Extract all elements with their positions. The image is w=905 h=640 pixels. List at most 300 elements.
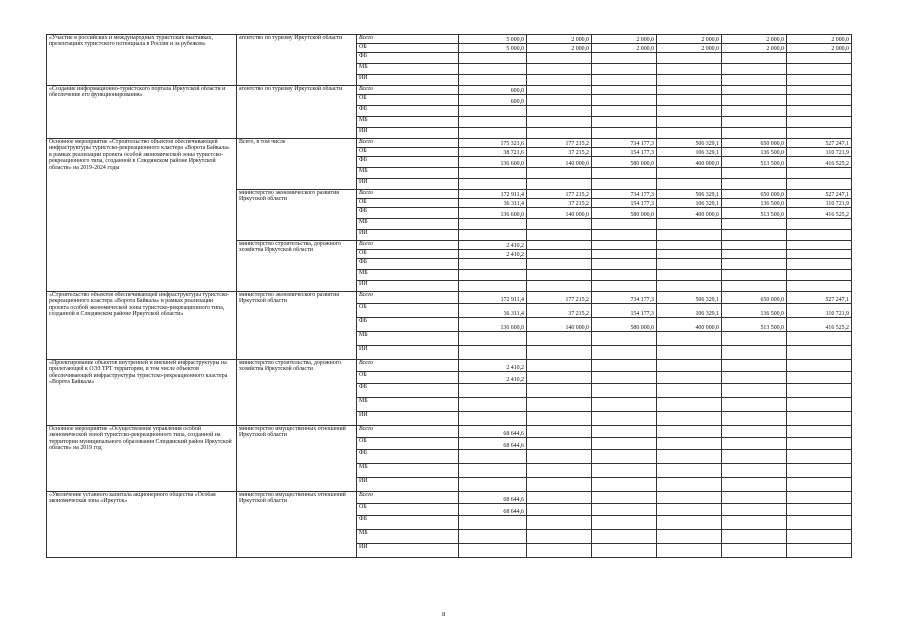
amount-y2021 — [592, 438, 657, 450]
amount-y2023: 513 500,0 — [722, 318, 787, 332]
amount-y2020 — [527, 516, 592, 530]
amount-y2023 — [722, 544, 787, 558]
funding-source: ФБ — [357, 208, 459, 219]
amount-y2022 — [657, 544, 722, 558]
amount-y2019: 600,0 — [459, 95, 527, 106]
amount-y2023: 136 500,0 — [722, 304, 787, 318]
amount-y2023 — [722, 230, 787, 241]
funding-source: МБ — [357, 464, 459, 478]
amount-y2021 — [592, 360, 657, 372]
funding-source: ИИ — [357, 412, 459, 426]
amount-y2024 — [787, 259, 852, 270]
responsible-executor: министерство имущественных отношений Иркутской области — [237, 492, 357, 558]
responsible-executor: министерство экономического развития Иркутской области — [237, 190, 357, 241]
amount-y2024 — [787, 64, 852, 75]
amount-y2019: 68 644,6 — [459, 504, 527, 516]
amount-y2024 — [787, 106, 852, 117]
amount-y2021 — [592, 106, 657, 117]
funding-source: ИИ — [357, 230, 459, 241]
amount-y2020 — [527, 464, 592, 478]
amount-y2022 — [657, 75, 722, 86]
amount-y2024 — [787, 464, 852, 478]
amount-y2024 — [787, 516, 852, 530]
amount-y2024: 527 247,1 — [787, 139, 852, 148]
amount-y2019 — [459, 168, 527, 179]
funding-source: Всего — [357, 360, 459, 372]
amount-y2023 — [722, 360, 787, 372]
funding-source: МБ — [357, 168, 459, 179]
amount-y2022: 106 329,1 — [657, 199, 722, 208]
amount-y2021 — [592, 398, 657, 412]
amount-y2023 — [722, 259, 787, 270]
amount-y2021 — [592, 117, 657, 128]
amount-y2019: 36 311,4 — [459, 199, 527, 208]
amount-y2020 — [527, 75, 592, 86]
funding-source: ОБ — [357, 44, 459, 53]
amount-y2020 — [527, 332, 592, 346]
amount-y2020 — [527, 168, 592, 179]
amount-y2021 — [592, 544, 657, 558]
amount-y2022 — [657, 492, 722, 504]
amount-y2019 — [459, 346, 527, 360]
amount-y2022 — [657, 450, 722, 464]
amount-y2021 — [592, 464, 657, 478]
amount-y2019 — [459, 75, 527, 86]
amount-y2023 — [722, 384, 787, 398]
amount-y2023: 2 000,0 — [722, 44, 787, 53]
amount-y2021 — [592, 64, 657, 75]
amount-y2019: 136 600,0 — [459, 157, 527, 168]
amount-y2023 — [722, 504, 787, 516]
responsible-executor: министерство строительства, дорожного хозяйства Иркутской области — [237, 360, 357, 426]
amount-y2024 — [787, 492, 852, 504]
funding-source: Всего — [357, 139, 459, 148]
amount-y2019 — [459, 179, 527, 190]
amount-y2023: 513 500,0 — [722, 208, 787, 219]
amount-y2022 — [657, 530, 722, 544]
measure-name: «Увеличение уставного капитала акционерного общества «Особая экономическая зона «Иркутск» — [47, 492, 237, 558]
responsible-executor: Всего, в том числе — [237, 139, 357, 190]
amount-y2020: 177 215,2 — [527, 190, 592, 199]
amount-y2022 — [657, 53, 722, 64]
amount-y2021: 580 000,0 — [592, 208, 657, 219]
amount-y2023: 650 000,0 — [722, 139, 787, 148]
amount-y2020 — [527, 384, 592, 398]
amount-y2024 — [787, 179, 852, 190]
amount-y2023 — [722, 332, 787, 346]
amount-y2022 — [657, 259, 722, 270]
amount-y2024 — [787, 450, 852, 464]
table-row — [47, 360, 852, 372]
amount-y2019 — [459, 516, 527, 530]
amount-y2022 — [657, 128, 722, 139]
amount-y2023 — [722, 530, 787, 544]
amount-y2020 — [527, 492, 592, 504]
amount-y2022: 506 329,1 — [657, 190, 722, 199]
amount-y2024 — [787, 117, 852, 128]
amount-y2022: 106 329,1 — [657, 148, 722, 157]
amount-y2020 — [527, 412, 592, 426]
funding-source: ФБ — [357, 106, 459, 117]
amount-y2022: 506 329,1 — [657, 139, 722, 148]
amount-y2023 — [722, 168, 787, 179]
amount-y2024 — [787, 250, 852, 259]
amount-y2020 — [527, 128, 592, 139]
amount-y2023 — [722, 241, 787, 250]
amount-y2022 — [657, 281, 722, 292]
amount-y2019: 68 644,6 — [459, 426, 527, 438]
amount-y2020: 37 215,2 — [527, 148, 592, 157]
amount-y2022 — [657, 95, 722, 106]
amount-y2022 — [657, 398, 722, 412]
funding-source: ОБ — [357, 438, 459, 450]
funding-source: ИИ — [357, 478, 459, 492]
amount-y2023 — [722, 270, 787, 281]
amount-y2021 — [592, 128, 657, 139]
amount-y2020 — [527, 53, 592, 64]
amount-y2023: 650 000,0 — [722, 190, 787, 199]
amount-y2020: 177 215,2 — [527, 292, 592, 304]
amount-y2019 — [459, 398, 527, 412]
amount-y2023 — [722, 219, 787, 230]
responsible-executor: министерство экономического развития Иркутской области — [237, 292, 357, 360]
amount-y2020 — [527, 450, 592, 464]
amount-y2021: 734 177,3 — [592, 190, 657, 199]
amount-y2023: 513 500,0 — [722, 157, 787, 168]
amount-y2022 — [657, 332, 722, 346]
amount-y2021 — [592, 530, 657, 544]
amount-y2021: 580 000,0 — [592, 157, 657, 168]
amount-y2021 — [592, 384, 657, 398]
amount-y2022 — [657, 360, 722, 372]
amount-y2021 — [592, 259, 657, 270]
amount-y2024 — [787, 504, 852, 516]
amount-y2022 — [657, 117, 722, 128]
amount-y2024 — [787, 438, 852, 450]
amount-y2024 — [787, 53, 852, 64]
amount-y2019 — [459, 450, 527, 464]
amount-y2023 — [722, 250, 787, 259]
amount-y2019 — [459, 259, 527, 270]
amount-y2023 — [722, 438, 787, 450]
amount-y2019 — [459, 464, 527, 478]
amount-y2021 — [592, 372, 657, 384]
amount-y2019 — [459, 219, 527, 230]
amount-y2022 — [657, 106, 722, 117]
funding-source: ИИ — [357, 179, 459, 190]
funding-source: МБ — [357, 270, 459, 281]
amount-y2020 — [527, 544, 592, 558]
amount-y2024: 527 247,1 — [787, 190, 852, 199]
amount-y2024 — [787, 95, 852, 106]
amount-y2019 — [459, 53, 527, 64]
amount-y2024 — [787, 384, 852, 398]
amount-y2021: 2 000,0 — [592, 44, 657, 53]
amount-y2024: 110 721,9 — [787, 304, 852, 318]
amount-y2024 — [787, 544, 852, 558]
funding-source: ОБ — [357, 372, 459, 384]
amount-y2020 — [527, 95, 592, 106]
amount-y2020 — [527, 270, 592, 281]
amount-y2024: 527 247,1 — [787, 292, 852, 304]
amount-y2022 — [657, 250, 722, 259]
amount-y2019 — [459, 332, 527, 346]
responsible-executor: министерство имущественных отношений Иркутской области — [237, 426, 357, 492]
funding-source: Всего — [357, 492, 459, 504]
funding-source: ИИ — [357, 346, 459, 360]
amount-y2019: 2 410,2 — [459, 372, 527, 384]
amount-y2024: 416 525,2 — [787, 208, 852, 219]
amount-y2020 — [527, 360, 592, 372]
funding-source: ФБ — [357, 384, 459, 398]
amount-y2020 — [527, 106, 592, 117]
amount-y2021: 2 000,0 — [592, 35, 657, 44]
funding-source: Всего — [357, 241, 459, 250]
funding-source: ОБ — [357, 504, 459, 516]
amount-y2024 — [787, 281, 852, 292]
amount-y2023 — [722, 372, 787, 384]
amount-y2022: 400 000,0 — [657, 157, 722, 168]
funding-source: ОБ — [357, 199, 459, 208]
amount-y2020 — [527, 426, 592, 438]
amount-y2020 — [527, 117, 592, 128]
amount-y2023 — [722, 478, 787, 492]
table-row — [47, 426, 852, 438]
measure-name: Основное мероприятие «Строительство объектов обеспечивающей инфраструктуры туристско-рекреационного кластера «Ворота Байкала» в рамках реализации проекта особой экономической зоны туристско-рекреационного типа, созданной в Слюдянском районе Иркутской области» на 2019-2024 годы — [47, 139, 237, 292]
amount-y2020 — [527, 86, 592, 95]
amount-y2020 — [527, 478, 592, 492]
amount-y2020 — [527, 259, 592, 270]
amount-y2021 — [592, 230, 657, 241]
funding-source: Всего — [357, 35, 459, 44]
amount-y2019: 2 410,2 — [459, 360, 527, 372]
amount-y2020 — [527, 346, 592, 360]
amount-y2024: 2 000,0 — [787, 35, 852, 44]
amount-y2019: 2 410,2 — [459, 250, 527, 259]
amount-y2024 — [787, 372, 852, 384]
amount-y2024: 110 721,9 — [787, 199, 852, 208]
amount-y2019 — [459, 530, 527, 544]
amount-y2023 — [722, 412, 787, 426]
amount-y2019 — [459, 384, 527, 398]
amount-y2019 — [459, 544, 527, 558]
amount-y2024 — [787, 128, 852, 139]
amount-y2024: 110 721,9 — [787, 148, 852, 157]
funding-source: ИИ — [357, 544, 459, 558]
amount-y2023 — [722, 86, 787, 95]
amount-y2024 — [787, 270, 852, 281]
table-row — [47, 35, 852, 44]
amount-y2021 — [592, 270, 657, 281]
amount-y2019: 68 644,6 — [459, 438, 527, 450]
amount-y2023 — [722, 179, 787, 190]
amount-y2021 — [592, 219, 657, 230]
amount-y2024 — [787, 412, 852, 426]
amount-y2022 — [657, 86, 722, 95]
amount-y2024 — [787, 426, 852, 438]
measure-name: Основное мероприятие «Осуществление управления особой экономической зоной туристско-рекреационного типа, созданной на территории муниципального образования Слюдянский район Иркутской области» на 2019 год — [47, 426, 237, 492]
amount-y2021: 580 000,0 — [592, 318, 657, 332]
funding-source: ФБ — [357, 516, 459, 530]
amount-y2023 — [722, 450, 787, 464]
amount-y2020 — [527, 230, 592, 241]
amount-y2019: 172 911,4 — [459, 292, 527, 304]
amount-y2024: 2 000,0 — [787, 44, 852, 53]
amount-y2019 — [459, 478, 527, 492]
funding-source: ИИ — [357, 128, 459, 139]
amount-y2022 — [657, 372, 722, 384]
amount-y2021: 734 177,3 — [592, 139, 657, 148]
amount-y2021 — [592, 332, 657, 346]
amount-y2022 — [657, 64, 722, 75]
amount-y2021 — [592, 75, 657, 86]
funding-source: ФБ — [357, 157, 459, 168]
amount-y2024 — [787, 478, 852, 492]
amount-y2020 — [527, 504, 592, 516]
responsible-executor: агентство по туризму Иркутской области — [237, 86, 357, 139]
amount-y2020 — [527, 530, 592, 544]
table-row — [47, 139, 852, 148]
amount-y2021 — [592, 412, 657, 426]
amount-y2020 — [527, 372, 592, 384]
amount-y2022 — [657, 384, 722, 398]
table-row — [47, 492, 852, 504]
amount-y2021 — [592, 516, 657, 530]
amount-y2024 — [787, 530, 852, 544]
measure-name: «Проектирование объектов внутренней и внешней инфраструктуры на прилегающей к ОЭЗ ТРТ территории, в том числе объектов обеспечивающей инфраструктуры туристско-рекреационного кластера «Ворота Байкала» — [47, 360, 237, 426]
amount-y2022 — [657, 478, 722, 492]
amount-y2020 — [527, 179, 592, 190]
amount-y2024 — [787, 398, 852, 412]
amount-y2024 — [787, 360, 852, 372]
amount-y2021 — [592, 478, 657, 492]
amount-y2020: 140 000,0 — [527, 208, 592, 219]
amount-y2024 — [787, 219, 852, 230]
amount-y2019 — [459, 270, 527, 281]
amount-y2021 — [592, 426, 657, 438]
measure-name: «Создание информационно-туристского портала Иркутской области и обеспечение его функционирования» — [47, 86, 237, 139]
funding-source: ОБ — [357, 95, 459, 106]
amount-y2021 — [592, 168, 657, 179]
amount-y2022: 2 000,0 — [657, 35, 722, 44]
amount-y2022 — [657, 230, 722, 241]
amount-y2022 — [657, 270, 722, 281]
amount-y2022 — [657, 168, 722, 179]
amount-y2022 — [657, 412, 722, 426]
amount-y2020: 2 000,0 — [527, 44, 592, 53]
amount-y2020: 37 215,2 — [527, 199, 592, 208]
amount-y2023 — [722, 426, 787, 438]
funding-source: МБ — [357, 117, 459, 128]
amount-y2022 — [657, 426, 722, 438]
amount-y2019: 38 721,6 — [459, 148, 527, 157]
amount-y2021: 154 177,3 — [592, 199, 657, 208]
amount-y2020: 2 000,0 — [527, 35, 592, 44]
amount-y2019: 2 410,2 — [459, 241, 527, 250]
amount-y2022 — [657, 438, 722, 450]
responsible-executor: агентство по туризму Иркутской области — [237, 35, 357, 86]
amount-y2022: 400 000,0 — [657, 208, 722, 219]
financing-table — [46, 34, 852, 558]
amount-y2022: 2 000,0 — [657, 44, 722, 53]
amount-y2019 — [459, 230, 527, 241]
amount-y2021 — [592, 179, 657, 190]
measure-name: «Участие в российских и международных туристских выставках, презентациях туристского потенциала в России и за рубежом» — [47, 35, 237, 86]
amount-y2024 — [787, 75, 852, 86]
amount-y2019: 36 311,4 — [459, 304, 527, 318]
amount-y2019 — [459, 281, 527, 292]
amount-y2023 — [722, 106, 787, 117]
amount-y2019: 175 321,6 — [459, 139, 527, 148]
amount-y2020 — [527, 250, 592, 259]
amount-y2023: 136 500,0 — [722, 148, 787, 157]
amount-y2019 — [459, 64, 527, 75]
amount-y2019 — [459, 117, 527, 128]
amount-y2023 — [722, 281, 787, 292]
amount-y2020 — [527, 219, 592, 230]
amount-y2021 — [592, 504, 657, 516]
page-number: 8 — [442, 611, 446, 618]
table-row — [47, 86, 852, 95]
responsible-executor: министерство строительства, дорожного хозяйства Иркутской области — [237, 241, 357, 292]
funding-source: МБ — [357, 530, 459, 544]
amount-y2020: 37 215,2 — [527, 304, 592, 318]
amount-y2021 — [592, 53, 657, 64]
amount-y2020: 140 000,0 — [527, 318, 592, 332]
amount-y2019: 136 600,0 — [459, 318, 527, 332]
funding-source: Всего — [357, 426, 459, 438]
amount-y2023: 136 500,0 — [722, 199, 787, 208]
amount-y2022 — [657, 241, 722, 250]
amount-y2021 — [592, 250, 657, 259]
funding-source: ФБ — [357, 318, 459, 332]
amount-y2024 — [787, 241, 852, 250]
amount-y2019: 172 911,4 — [459, 190, 527, 199]
amount-y2022 — [657, 179, 722, 190]
amount-y2019: 68 644,6 — [459, 492, 527, 504]
amount-y2023 — [722, 117, 787, 128]
amount-y2022 — [657, 516, 722, 530]
amount-y2020 — [527, 281, 592, 292]
amount-y2024 — [787, 332, 852, 346]
amount-y2021 — [592, 86, 657, 95]
amount-y2020 — [527, 438, 592, 450]
amount-y2019 — [459, 412, 527, 426]
funding-source: Всего — [357, 86, 459, 95]
amount-y2021: 154 177,3 — [592, 148, 657, 157]
funding-source: ФБ — [357, 53, 459, 64]
amount-y2020 — [527, 241, 592, 250]
amount-y2022: 506 329,1 — [657, 292, 722, 304]
funding-source: ИИ — [357, 75, 459, 86]
amount-y2023 — [722, 128, 787, 139]
amount-y2022 — [657, 346, 722, 360]
amount-y2021 — [592, 492, 657, 504]
amount-y2020 — [527, 64, 592, 75]
funding-source: ФБ — [357, 259, 459, 270]
amount-y2023 — [722, 346, 787, 360]
amount-y2021 — [592, 346, 657, 360]
amount-y2023 — [722, 464, 787, 478]
amount-y2019: 600,0 — [459, 86, 527, 95]
amount-y2019 — [459, 106, 527, 117]
funding-source: ОБ — [357, 250, 459, 259]
amount-y2022 — [657, 504, 722, 516]
table-row — [47, 292, 852, 304]
amount-y2021 — [592, 281, 657, 292]
funding-source: ОБ — [357, 148, 459, 157]
amount-y2023 — [722, 398, 787, 412]
